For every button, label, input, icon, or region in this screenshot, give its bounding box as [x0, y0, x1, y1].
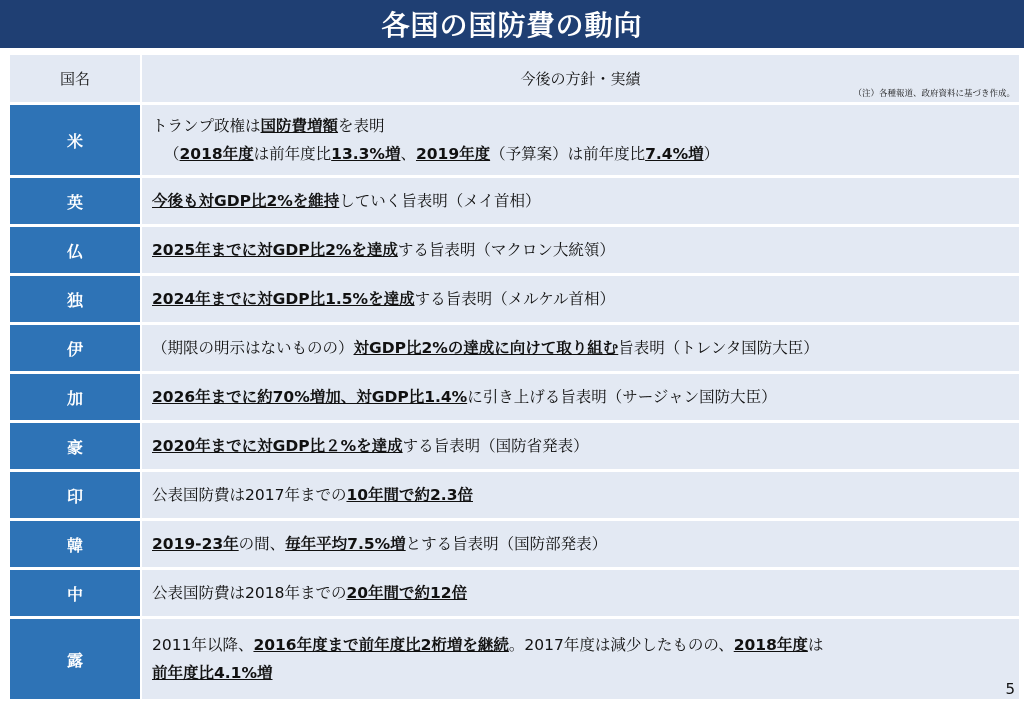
policy-text: する旨表明（国防省発表） — [402, 437, 589, 455]
policy-line — [152, 383, 1009, 411]
policy-line — [152, 112, 1009, 140]
policy-text: （期限の明示はないものの） — [152, 339, 354, 357]
policy-text: 2011年以降、 — [152, 636, 254, 654]
policy-text: は — [807, 636, 824, 654]
header-policy-label: 今後の方針・実績 — [520, 70, 641, 88]
policy-emphasis: 2018年度 — [733, 636, 808, 654]
policy-line — [152, 432, 1009, 460]
country-name: 印 — [10, 472, 140, 518]
country-name: 豪 — [10, 423, 140, 469]
policy-line — [152, 530, 1009, 558]
policy-line — [152, 659, 1009, 687]
policy-line — [152, 187, 1009, 215]
policy-text: とする旨表明（国防部発表） — [405, 535, 608, 553]
source-note: （注）各種報道、政府資料に基づき作成。 — [853, 89, 1015, 99]
country-name: 伊 — [10, 325, 140, 371]
policy-cell — [142, 423, 1019, 469]
policy-text: は前年度比 — [253, 145, 332, 163]
policy-line — [152, 140, 1009, 168]
country-name: 英 — [10, 178, 140, 224]
policy-emphasis: 前年度比4.1%増 — [152, 664, 273, 682]
policy-cell — [142, 570, 1019, 616]
policy-text: ） — [703, 145, 720, 163]
policy-cell — [142, 227, 1019, 273]
policy-line — [152, 285, 1009, 313]
policy-text: トランプ政権は — [152, 117, 261, 135]
table-row — [10, 276, 1019, 322]
country-name: 米 — [10, 105, 140, 175]
policy-text: 。2017年度は減少したものの、 — [508, 636, 734, 654]
country-name: 韓 — [10, 521, 140, 567]
policy-text: の間、 — [238, 535, 286, 553]
policy-cell — [142, 374, 1019, 420]
policy-emphasis: 10年間で約2.3倍 — [346, 486, 473, 504]
policy-emphasis: 7.4%増 — [645, 145, 704, 163]
table-row — [10, 423, 1019, 469]
policy-emphasis: 2020年までに対GDP比２%を達成 — [152, 437, 403, 455]
policy-emphasis: 20年間で約12倍 — [346, 584, 468, 602]
policy-cell — [142, 619, 1019, 699]
policy-emphasis: 毎年平均7.5%増 — [285, 535, 406, 553]
policy-text: 旨表明（トレンタ国防大臣） — [618, 339, 819, 357]
policy-text: 、 — [400, 145, 416, 163]
policy-emphasis: 2025年までに対GDP比2%を達成 — [152, 241, 398, 259]
table-row — [10, 570, 1019, 616]
table-row — [10, 472, 1019, 518]
policy-text: していく旨表明（メイ首相） — [339, 192, 541, 210]
policy-text: に引き上げる旨表明（サージャン国防大臣） — [467, 388, 777, 406]
policy-emphasis: 2026年までに約70%増加、対GDP比1.4% — [152, 388, 468, 406]
page-title: 各国の国防費の動向 — [381, 9, 643, 42]
policy-line — [152, 481, 1009, 509]
policy-text: する旨表明（マクロン大統領） — [397, 241, 615, 259]
policy-cell — [142, 276, 1019, 322]
page-number: 5 — [1005, 680, 1015, 698]
policy-emphasis: 2018年度 — [179, 145, 254, 163]
policy-text: する旨表明（メルケル首相） — [414, 290, 615, 308]
table-row — [10, 227, 1019, 273]
table-row — [10, 521, 1019, 567]
policy-text: （予算案）は前年度比 — [490, 145, 646, 163]
policy-emphasis: 2019年度 — [415, 145, 491, 163]
policy-line — [152, 631, 1009, 659]
country-name: 中 — [10, 570, 140, 616]
policy-cell — [142, 105, 1019, 175]
header-country: 国名 — [10, 55, 140, 102]
table-row — [10, 178, 1019, 224]
policy-emphasis: 13.3%増 — [331, 145, 401, 163]
policy-cell — [142, 521, 1019, 567]
table-body — [10, 105, 1019, 699]
policy-text: 公表国防費は2018年までの — [152, 584, 347, 602]
policy-emphasis: 2019-23年 — [152, 535, 239, 553]
policy-line — [152, 334, 1009, 362]
policy-cell — [142, 178, 1019, 224]
country-name: 独 — [10, 276, 140, 322]
table-row — [10, 619, 1019, 699]
policy-line — [152, 236, 1009, 264]
policy-text: を表明 — [338, 117, 385, 135]
policy-line — [152, 579, 1009, 607]
country-name: 露 — [10, 619, 140, 699]
policy-text: 公表国防費は2017年までの — [152, 486, 347, 504]
title-bar — [0, 0, 1024, 48]
policy-cell — [142, 472, 1019, 518]
table-row — [10, 105, 1019, 175]
policy-emphasis: 国防費増額 — [260, 117, 339, 135]
table-row — [10, 374, 1019, 420]
policy-emphasis: 対GDP比2%の達成に向けて取り組む — [353, 339, 619, 357]
header-policy — [142, 55, 1019, 102]
policy-emphasis: 2024年までに対GDP比1.5%を達成 — [152, 290, 415, 308]
policy-cell — [142, 325, 1019, 371]
country-name: 加 — [10, 374, 140, 420]
policy-text: （ — [164, 145, 180, 163]
table-header — [10, 55, 1019, 102]
defense-spending-table — [10, 55, 1019, 702]
policy-emphasis: 2016年度まで前年度比2桁増を継続 — [253, 636, 509, 654]
policy-emphasis: 今後も対GDP比2%を維持 — [152, 192, 340, 210]
country-name: 仏 — [10, 227, 140, 273]
table-row — [10, 325, 1019, 371]
